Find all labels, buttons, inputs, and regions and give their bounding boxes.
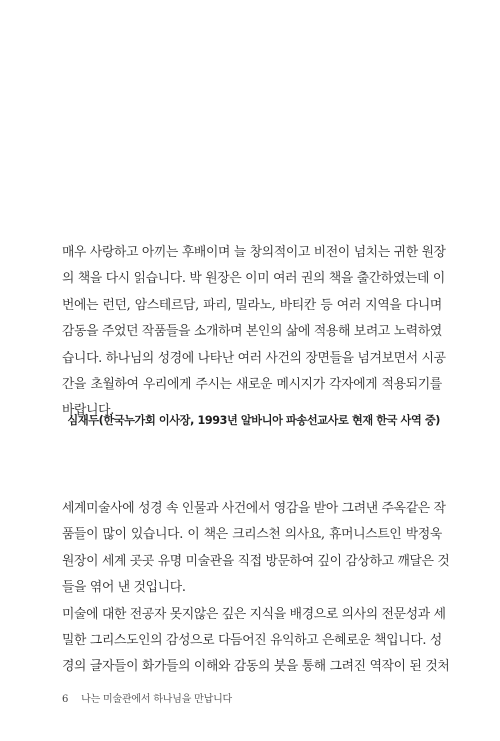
text-line: 의 책을 다시 읽습니다. 박 원장은 이미 여러 권의 책을 출간하였는데 이 (62, 271, 445, 287)
endorsement-paragraph-2 (62, 496, 450, 681)
text-line: 미술에 대한 전공자 못지않은 깊은 지식을 배경으로 의사의 전문성과 세 (62, 606, 446, 622)
text-line: 바랍니다. (62, 403, 115, 419)
endorsement-paragraph-1 (62, 240, 446, 425)
text-line: 들을 엮어 낸 것입니다. (62, 580, 186, 596)
text-line: 세계미술사에 성경 속 인물과 사건에서 영감을 받아 그려낸 주옥같은 작 (62, 501, 446, 516)
page-number: 6 (62, 694, 69, 705)
text-line: 원장이 세계 곳곳 유명 미술관을 직접 방문하여 깊이 감상하고 깨달은 것 (62, 553, 450, 569)
page-footer (62, 690, 232, 705)
text-line: 밀한 그리스도인의 감성으로 다듬어진 유익하고 은혜로운 책입니다. 성 (62, 632, 442, 648)
text-line: 번에는 런던, 암스테르담, 파리, 밀라노, 바티칸 등 여러 지역을 다니며 (62, 297, 442, 313)
endorser-attribution: 심재두(한국누가회 이사장, 1993년 알바니아 파송선교사로 현재 한국 사역 중) (67, 414, 440, 427)
running-title: 나는 미술관에서 하나님을 만납니다 (81, 694, 232, 705)
text-line: 매우 사랑하고 아끼는 후배이며 늘 창의적이고 비전이 넘치는 귀한 원장 (62, 245, 446, 260)
text-line: 품들이 많이 있습니다. 이 책은 크리스천 의사요, 휴머니스트인 박정욱 (62, 527, 442, 543)
text-line: 간을 초월하여 우리에게 주시는 새로운 메시지가 각자에게 적용되기를 (62, 376, 442, 392)
text-line: 습니다. 하나님의 성경에 나타난 여러 사건의 장면들을 넘겨보면서 시공 (62, 350, 446, 366)
text-line: 경의 글자들이 화가들의 이해와 감동의 붓을 통해 그려진 역작이 된 것처 (62, 659, 450, 675)
text-line: 감동을 주었던 작품들을 소개하며 본인의 삶에 적용해 보려고 노력하였 (62, 324, 442, 340)
